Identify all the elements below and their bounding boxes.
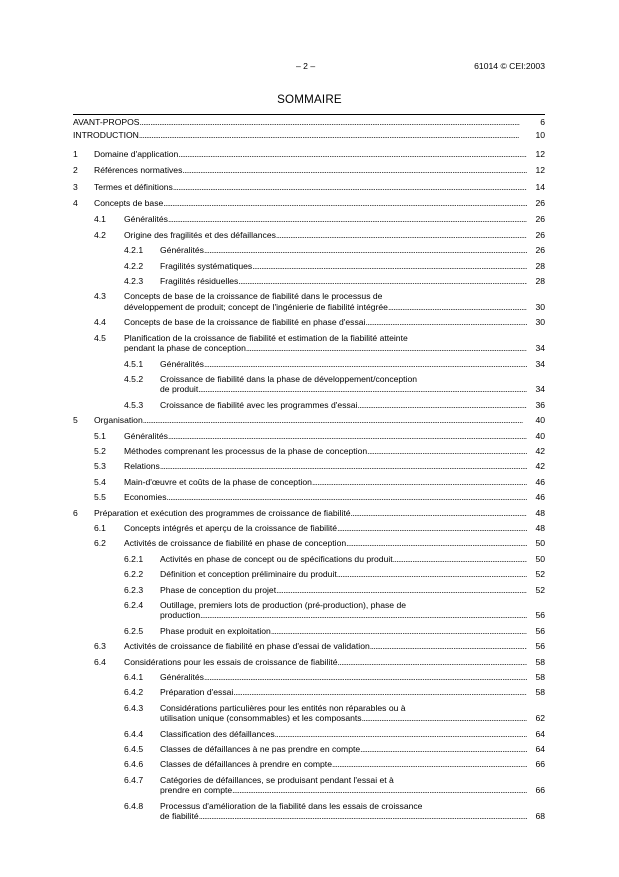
toc-entry-title: Généralités	[160, 358, 204, 369]
toc-entry-title: Main-d'œuvre et coûts de la phase de conception	[124, 476, 312, 487]
toc-entry-title: Généralités	[160, 245, 204, 256]
toc-leader-dots	[337, 569, 527, 579]
toc-entry-number: 6.2	[94, 538, 106, 549]
toc-leader-dots	[168, 214, 527, 224]
toc-entry-page: 46	[535, 476, 545, 487]
toc-entry-title: Références normatives	[94, 165, 183, 176]
toc-entry[interactable]	[73, 744, 545, 754]
toc-entry-page: 26	[535, 214, 545, 225]
toc-entry-number: 4.1	[94, 214, 106, 225]
toc-entry-number: 5.4	[94, 476, 106, 487]
toc-entry-number: 4.3	[94, 291, 106, 302]
toc-entry[interactable]	[73, 801, 545, 822]
toc-leader-dots	[167, 492, 527, 502]
toc-entry-title: Généralités	[124, 430, 168, 441]
toc-entry-title: Préparation et exécution des programmes de croissance de fiabilité	[94, 507, 351, 518]
toc-entry-number: 5.3	[94, 461, 106, 472]
toc-entry-page: 10	[535, 130, 545, 141]
toc-entry-title: Fragilités systématiques	[160, 260, 253, 271]
toc-entry[interactable]	[73, 276, 545, 286]
toc-leader-dots	[178, 149, 527, 159]
toc-entry[interactable]	[73, 461, 545, 471]
toc-leader-dots	[357, 400, 527, 410]
toc-entry-title: INTRODUCTION	[73, 130, 139, 141]
toc-leader-dots	[276, 230, 527, 240]
toc-entry-number: 1	[73, 148, 78, 159]
toc-entry-page: 64	[535, 744, 545, 755]
toc-leader-dots	[200, 610, 527, 620]
toc-entry-title: Classes de défaillances à prendre en compte	[160, 759, 332, 770]
toc-entry[interactable]	[73, 585, 545, 595]
toc-entry[interactable]	[73, 492, 545, 502]
toc-entry-number: 4.2.1	[124, 245, 144, 256]
toc-entry-number: 4.5.3	[124, 399, 144, 410]
toc-entry-page: 58	[535, 687, 545, 698]
toc-entry-title: Termes et définitions	[94, 181, 173, 192]
toc-entry[interactable]	[73, 600, 545, 621]
toc-leader-dots	[233, 687, 527, 697]
toc-entry[interactable]	[73, 446, 545, 456]
toc-entry-number: 6.2.4	[124, 600, 144, 610]
toc-entry-page: 30	[535, 317, 545, 328]
toc-entry-title: Généralités	[124, 214, 168, 225]
table-of-contents	[73, 114, 545, 822]
toc-entry-title: Considérations pour les essais de croissance de fiabilité	[124, 656, 338, 667]
toc-entry[interactable]	[73, 149, 545, 159]
toc-leader-dots	[232, 785, 527, 795]
toc-entry[interactable]	[73, 672, 545, 682]
toc-entry-title: Définition et conception préliminaire du produit	[160, 569, 337, 580]
toc-entry-page: 42	[535, 445, 545, 456]
toc-entry-page: 28	[535, 276, 545, 287]
toc-leader-dots	[143, 415, 527, 425]
toc-entry-page: 34	[535, 343, 545, 354]
toc-entry-number: 6.4.2	[124, 687, 144, 698]
toc-entry-page: 50	[535, 553, 545, 564]
toc-entry[interactable]	[73, 291, 545, 312]
toc-entry-number: 6.4.4	[124, 728, 144, 739]
toc-entry-number: 6	[73, 507, 78, 518]
toc-leader-dots	[393, 554, 527, 564]
toc-leader-dots	[238, 276, 527, 286]
toc-leader-dots	[388, 302, 527, 312]
toc-entry-number: 6.1	[94, 522, 106, 533]
toc-entry-title: AVANT-PROPOS	[73, 117, 140, 127]
toc-entry-page: 56	[535, 610, 545, 621]
toc-entry-title: Concepts intégrés et aperçu de la croissance de fiabilité	[124, 522, 338, 533]
toc-entry-number: 6.4	[94, 656, 106, 667]
toc-entry[interactable]	[73, 569, 545, 579]
toc-leader-dots	[140, 117, 527, 127]
toc-entry-page: 26	[535, 229, 545, 240]
toc-entry-number: 5.5	[94, 492, 106, 503]
toc-entry-page: 28	[535, 260, 545, 271]
toc-leader-dots	[163, 198, 527, 208]
toc-entry-title: Outillage, premiers lots de production (pré-production), phase de	[160, 600, 407, 610]
toc-leader-dots	[362, 713, 527, 723]
toc-entry-title: Catégories de défaillances, se produisant pendant l'essai et à	[160, 774, 394, 785]
toc-entry-page: 58	[535, 672, 545, 683]
toc-leader-dots	[198, 384, 527, 394]
toc-leader-dots	[204, 359, 527, 369]
toc-entry[interactable]	[73, 703, 545, 724]
toc-entry-title: Economies	[124, 492, 167, 503]
toc-entry-title: Préparation d'essai	[160, 687, 234, 698]
toc-entry[interactable]	[73, 214, 545, 224]
toc-entry-number: 5.2	[94, 445, 106, 456]
toc-entry-title: Phase produit en exploitation	[160, 625, 271, 636]
toc-entry-number: 6.2.5	[124, 625, 144, 636]
toc-leader-dots	[312, 477, 527, 487]
toc-entry[interactable]	[73, 477, 545, 487]
toc-entry-page: 66	[535, 785, 545, 796]
toc-entry[interactable]	[73, 317, 545, 327]
toc-entry-title: Classes de défaillances à ne pas prendre en compte	[160, 744, 361, 755]
toc-entry[interactable]	[73, 687, 545, 697]
toc-leader-dots	[252, 261, 527, 271]
toc-entry[interactable]	[73, 508, 545, 518]
toc-leader-dots	[365, 317, 527, 327]
toc-entry-page: 26	[535, 245, 545, 256]
toc-leader-dots	[346, 538, 527, 548]
toc-entry-number: 6.2.1	[124, 553, 144, 564]
toc-entry[interactable]	[73, 198, 545, 208]
toc-entry-number: 6.4.5	[124, 744, 144, 755]
toc-entry-number: 6.4.7	[124, 774, 144, 785]
toc-entry-title: Organisation	[94, 415, 143, 426]
toc-entry-number: 4.5	[94, 332, 106, 343]
toc-leader-dots	[275, 729, 527, 739]
toc-leader-dots	[367, 446, 527, 456]
toc-entry-number: 4.2.3	[124, 276, 144, 287]
toc-entry-title: Phase de conception du projet	[160, 584, 277, 595]
toc-entry-title: prendre en compte	[160, 785, 233, 796]
toc-entry[interactable]	[73, 333, 545, 354]
toc-entry-page: 58	[535, 656, 545, 667]
toc-leader-dots	[332, 759, 527, 769]
toc-list	[73, 117, 545, 822]
toc-entry[interactable]	[73, 182, 545, 192]
toc-entry-page: 68	[535, 811, 545, 822]
toc-entry-title: Fragilités résiduelles	[160, 276, 239, 287]
toc-entry[interactable]	[73, 538, 545, 548]
toc-entry-page: 56	[535, 625, 545, 636]
toc-entry-title: Processus d'amélioration de la fiabilité dans les essais de croissance	[160, 800, 423, 811]
toc-entry-page: 48	[535, 507, 545, 518]
toc-entry-title: Croissance de fiabilité dans la phase de développement/conception	[160, 373, 418, 384]
toc-entry-page: 64	[535, 728, 545, 739]
toc-entry-page: 34	[535, 358, 545, 369]
toc-entry-page: 48	[535, 522, 545, 533]
toc-entry-number: 6.2.3	[124, 584, 144, 595]
toc-entry-number: 3	[73, 181, 78, 192]
page-title: SOMMAIRE	[277, 93, 342, 106]
toc-entry-title: Activités de croissance de fiabilité en phase d'essai de validation	[124, 641, 370, 652]
page-number: – 2 –	[296, 61, 316, 71]
toc-entry[interactable]	[73, 431, 545, 441]
toc-entry-number: 6.2.2	[124, 569, 144, 580]
toc-leader-dots	[182, 165, 527, 175]
toc-leader-dots	[173, 182, 527, 192]
toc-entry-number: 4.5.2	[124, 373, 144, 384]
toc-entry-number: 2	[73, 165, 78, 176]
toc-leader-dots	[168, 431, 527, 441]
toc-entry[interactable]	[73, 759, 545, 769]
document-reference: 61014 © CEI:2003	[474, 61, 545, 71]
toc-entry[interactable]	[73, 400, 545, 410]
toc-leader-dots	[337, 523, 527, 533]
toc-entry-page: 40	[535, 415, 545, 426]
toc-entry-title: Concepts de base	[94, 198, 164, 209]
toc-entry-number: 4.2	[94, 229, 106, 240]
toc-entry-number: 4.4	[94, 317, 106, 328]
toc-leader-dots	[360, 744, 527, 754]
toc-entry-page: 34	[535, 384, 545, 395]
toc-entry-page: 66	[535, 759, 545, 770]
toc-entry-page: 52	[535, 584, 545, 595]
toc-entry-number: 5.1	[94, 430, 106, 441]
toc-entry-title: utilisation unique (consommables) et les composants	[160, 713, 362, 724]
toc-entry-number: 4.5.1	[124, 358, 144, 369]
toc-entry[interactable]	[73, 729, 545, 739]
toc-leader-dots	[351, 508, 527, 518]
toc-entry[interactable]	[73, 657, 545, 667]
toc-entry-title: Concepts de base de la croissance de fiabilité en phase d'essai	[124, 317, 366, 328]
toc-entry-number: 6.4.3	[124, 702, 144, 713]
toc-entry-page: 36	[535, 399, 545, 410]
toc-entry[interactable]	[73, 374, 545, 395]
toc-entry-title: Classification des défaillances	[160, 728, 275, 739]
toc-entry[interactable]	[73, 523, 545, 533]
toc-entry[interactable]	[73, 230, 545, 240]
toc-leader-dots	[338, 657, 527, 667]
toc-entry-title: Concepts de base de la croissance de fiabilité dans le processus de	[124, 291, 383, 302]
toc-entry[interactable]	[73, 245, 545, 255]
toc-entry[interactable]	[73, 641, 545, 651]
toc-entry-page: 26	[535, 198, 545, 209]
toc-entry-page: 42	[535, 461, 545, 472]
toc-entry[interactable]	[73, 415, 545, 425]
toc-entry-number: 4	[73, 198, 78, 209]
toc-entry-number: 6.4.1	[124, 672, 144, 683]
toc-entry-page: 52	[535, 569, 545, 580]
toc-entry[interactable]	[73, 130, 545, 140]
toc-entry-title: de produit	[160, 384, 199, 395]
toc-entry-title: Planification de la croissance de fiabilité et estimation de la fiabilité atteinte	[124, 332, 408, 343]
toc-entry[interactable]	[73, 775, 545, 796]
toc-entry-title: Domaine d'application	[94, 148, 179, 159]
toc-entry-title: Généralités	[160, 672, 204, 683]
toc-entry-title: Activités de croissance de fiabilité en phase de conception	[124, 538, 347, 549]
toc-entry-page: 40	[535, 430, 545, 441]
toc-entry-title: de fiabilité	[160, 811, 199, 822]
toc-entry-title: production	[160, 610, 201, 621]
toc-entry-page: 50	[535, 538, 545, 549]
toc-leader-dots	[276, 585, 527, 595]
toc-leader-dots	[204, 245, 527, 255]
toc-leader-dots	[271, 626, 527, 636]
toc-entry-title: Relations	[124, 461, 160, 472]
toc-entry-page: 62	[535, 713, 545, 724]
toc-entry[interactable]	[73, 261, 545, 271]
toc-entry-number: 5	[73, 415, 78, 426]
toc-entry[interactable]	[73, 165, 545, 175]
toc-entry-page: 30	[535, 301, 545, 312]
toc-leader-dots	[246, 343, 527, 353]
toc-entry-number: 6.4.6	[124, 759, 144, 770]
toc-leader-dots	[370, 641, 527, 651]
toc-entry[interactable]	[73, 359, 545, 369]
toc-entry-page: 6	[540, 117, 545, 127]
toc-leader-dots	[139, 130, 527, 140]
toc-leader-dots	[160, 461, 527, 471]
toc-entry-number: 6.3	[94, 641, 106, 652]
toc-entry-title: pendant la phase de conception	[124, 343, 246, 354]
toc-entry-page: 14	[535, 181, 545, 192]
toc-top-rule	[73, 114, 545, 115]
toc-entry-number: 6.4.8	[124, 800, 144, 811]
toc-entry-page: 56	[535, 641, 545, 652]
toc-entry-title: Considérations particulières pour les entités non réparables ou à	[160, 702, 406, 713]
toc-entry[interactable]	[73, 626, 545, 636]
toc-leader-dots	[204, 672, 527, 682]
toc-entry[interactable]	[73, 554, 545, 564]
toc-entry-title: Méthodes comprenant les processus de la phase de conception	[124, 445, 368, 456]
toc-entry-title: développement de produit; concept de l'ingénierie de fiabilité intégrée	[124, 301, 388, 312]
toc-entry-page: 12	[535, 165, 545, 176]
toc-entry-page: 46	[535, 492, 545, 503]
toc-entry-title: Activités en phase de concept ou de spécifications du produit	[160, 553, 393, 564]
toc-entry-page: 12	[535, 148, 545, 159]
toc-leader-dots	[199, 811, 527, 821]
toc-entry-number: 4.2.2	[124, 260, 144, 271]
toc-entry-title: Origine des fragilités et des défaillances	[124, 229, 276, 240]
toc-entry-title: Croissance de fiabilité avec les programmes d'essai	[160, 399, 358, 410]
toc-entry[interactable]	[73, 117, 545, 127]
